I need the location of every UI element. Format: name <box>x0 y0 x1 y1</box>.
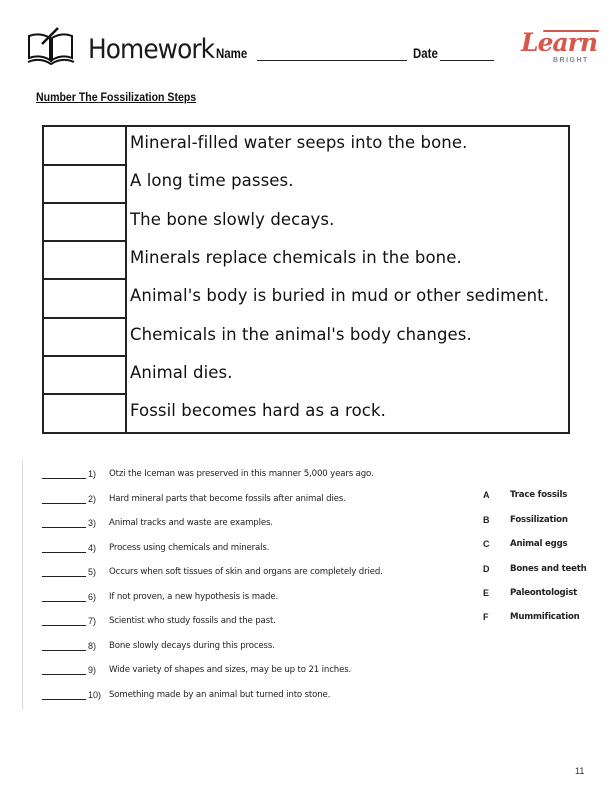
question-number: 5) <box>88 567 97 577</box>
answer-option <box>483 588 603 604</box>
fossilization-steps-table <box>42 125 570 434</box>
matching-margin-rule <box>22 460 23 710</box>
option-letter: F <box>483 612 489 622</box>
step-row <box>44 395 568 434</box>
question-row <box>42 688 462 708</box>
answer-option <box>483 539 603 555</box>
question-text: Hard mineral parts that become fossils after animal dies. <box>109 493 346 504</box>
open-book-pencil-icon <box>26 26 76 66</box>
question-number: 9) <box>88 665 97 675</box>
step-row <box>44 242 568 281</box>
option-text: Bones and teeth <box>510 563 587 574</box>
question-row <box>42 639 462 659</box>
question-number: 7) <box>88 616 97 626</box>
option-text: Trace fossils <box>510 490 568 500</box>
option-letter: B <box>483 514 490 525</box>
question-text: Animal tracks and waste are examples. <box>109 518 273 528</box>
date-field[interactable] <box>440 60 494 61</box>
question-number: 1) <box>88 469 97 479</box>
question-row <box>42 590 462 610</box>
step-row <box>44 204 568 243</box>
question-row <box>42 467 462 487</box>
worksheet-header <box>26 24 606 74</box>
step-row <box>44 280 568 319</box>
step-text: The bone slowly decays. <box>130 209 335 229</box>
step-row <box>44 165 568 204</box>
question-number: 10) <box>88 689 102 700</box>
question-text: If not proven, a new hypothesis is made. <box>109 591 279 602</box>
question-text: Wide variety of shapes and sizes, may be up to 21 inches. <box>109 665 352 675</box>
answer-blank[interactable] <box>42 650 86 651</box>
name-field[interactable] <box>257 60 407 61</box>
logo-subword: BRIGHT <box>553 57 589 64</box>
section-title: Number The Fossilization Steps <box>36 90 197 104</box>
step-text: Chemicals in the animal's body changes. <box>130 324 472 344</box>
answer-blank[interactable] <box>42 527 86 528</box>
step-number-box[interactable] <box>44 165 126 204</box>
option-text: Paleontologist <box>510 588 578 598</box>
question-text: Occurs when soft tissues of skin and organs are completely dried. <box>109 567 383 577</box>
option-text: Fossilization <box>510 514 568 525</box>
question-text: Something made by an animal but turned into stone. <box>109 689 331 700</box>
step-text: Animal dies. <box>130 362 233 382</box>
name-label: Name <box>216 45 248 61</box>
step-row <box>44 319 568 358</box>
answer-option <box>483 612 603 628</box>
answer-blank[interactable] <box>42 699 86 700</box>
step-text: Mineral-filled water seeps into the bone. <box>130 133 468 152</box>
logo-word: Learn <box>521 28 598 57</box>
step-number-box[interactable] <box>44 357 126 396</box>
step-text: Animal's body is buried in mud or other sediment. <box>130 286 550 306</box>
answer-blank[interactable] <box>42 674 86 675</box>
question-text: Bone slowly decays during this process. <box>109 640 275 651</box>
question-row <box>42 663 462 683</box>
option-letter: E <box>483 588 490 598</box>
step-number-box[interactable] <box>44 280 126 319</box>
homework-title: Homework <box>88 34 215 65</box>
step-text: Minerals replace chemicals in the bone. <box>130 247 462 267</box>
question-number: 3) <box>88 518 97 528</box>
answer-blank[interactable] <box>42 503 86 504</box>
step-number-box[interactable] <box>44 127 126 166</box>
question-row <box>42 492 462 512</box>
option-letter: A <box>483 490 490 500</box>
step-text: A long time passes. <box>130 171 294 191</box>
question-number: 2) <box>88 493 97 504</box>
answer-blank[interactable] <box>42 625 86 626</box>
learn-bright-logo <box>519 28 609 72</box>
step-row <box>44 357 568 396</box>
question-text: Otzi the Iceman was preserved in this manner 5,000 years ago. <box>109 469 374 479</box>
answer-blank[interactable] <box>42 478 86 479</box>
step-row <box>44 127 568 166</box>
option-text: Mummification <box>510 612 580 622</box>
question-row <box>42 516 462 536</box>
question-row <box>42 541 462 561</box>
step-number-box[interactable] <box>44 242 126 281</box>
step-number-box[interactable] <box>44 204 126 243</box>
question-number: 8) <box>88 640 97 651</box>
answer-blank[interactable] <box>42 552 86 553</box>
option-letter: C <box>483 539 490 549</box>
answer-option <box>483 490 603 506</box>
question-text: Scientist who study fossils and the past. <box>109 616 276 626</box>
question-row <box>42 565 462 585</box>
question-number: 4) <box>88 542 97 553</box>
answer-blank[interactable] <box>42 576 86 577</box>
question-number: 6) <box>88 591 97 602</box>
date-label: Date <box>413 45 438 61</box>
answer-option <box>483 515 603 531</box>
question-row <box>42 614 462 634</box>
question-text: Process using chemicals and minerals. <box>109 542 270 553</box>
step-number-box[interactable] <box>44 319 126 358</box>
option-letter: D <box>483 563 490 574</box>
page-number: 11 <box>575 766 585 776</box>
step-text: Fossil becomes hard as a rock. <box>130 401 386 421</box>
answer-option <box>483 564 603 580</box>
step-number-box[interactable] <box>44 395 126 434</box>
answer-blank[interactable] <box>42 601 86 602</box>
option-text: Animal eggs <box>510 539 568 549</box>
